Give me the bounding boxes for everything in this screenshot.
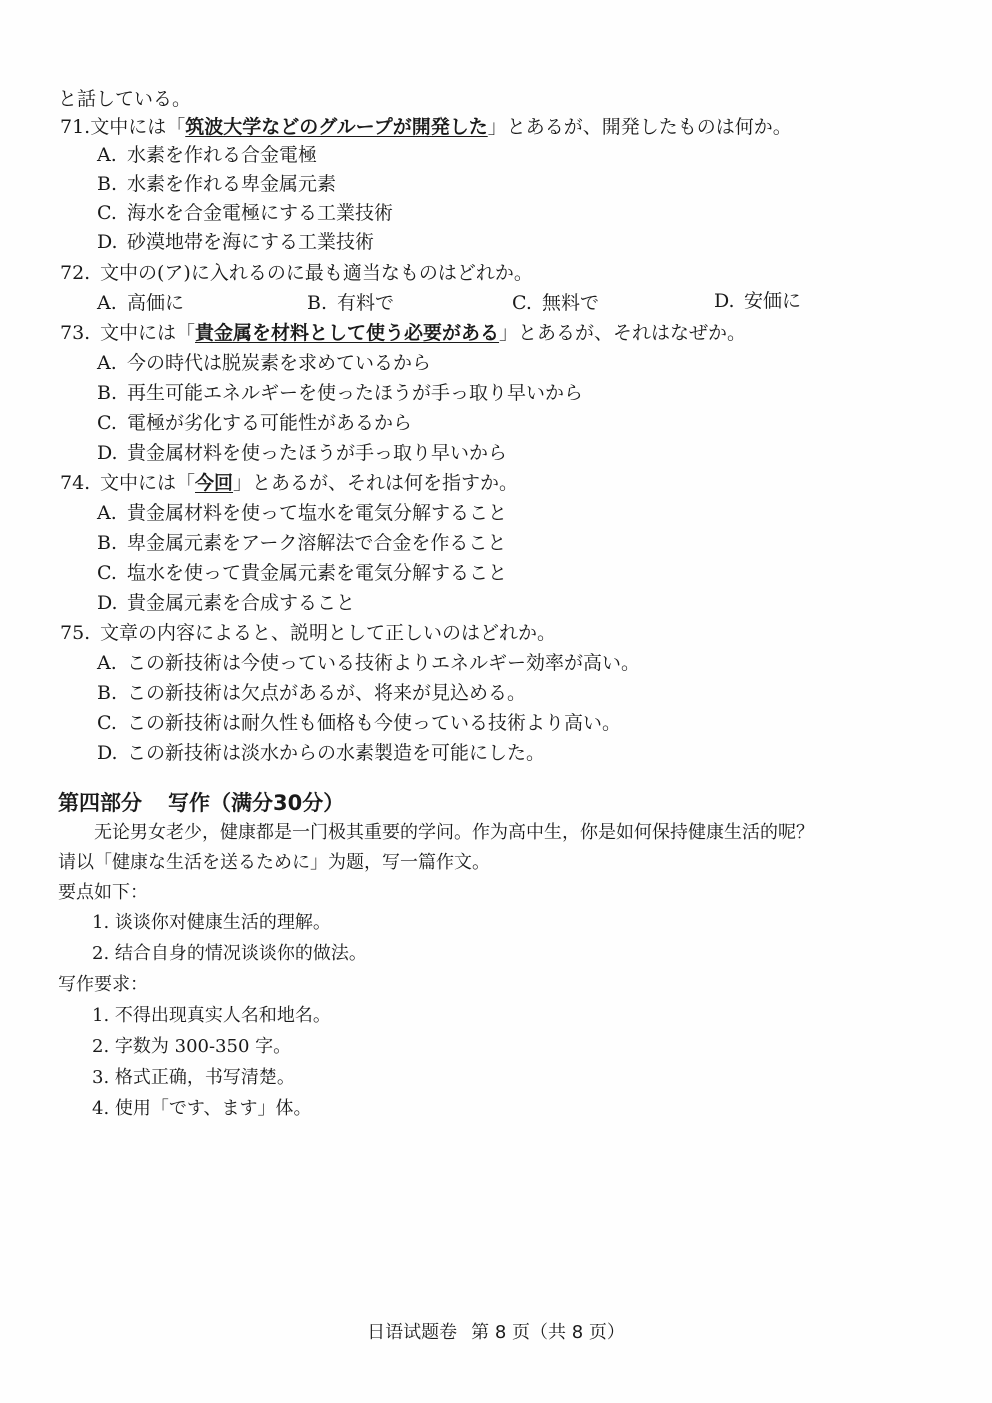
option-74-d: D. 貴金属元素を合成すること — [97, 592, 356, 614]
option-75-c: C. この新技術は耐久性も価格も今使っている技術より高い。 — [97, 712, 622, 734]
option-75-a: A. この新技術は今使っている技術よりエネルギー効率が高い。 — [97, 652, 641, 674]
requirement-item: 1. 不得出现真实人名和地名。 — [92, 1005, 331, 1026]
question-75-stem: 75. 文章の内容によると、説明として正しいのはどれか。 — [60, 622, 557, 644]
point-item: 1. 谈谈你对健康生活的理解。 — [92, 912, 331, 933]
option-75-d: D. この新技術は淡水からの水素製造を可能にした。 — [97, 742, 546, 764]
requirements-heading: 写作要求： — [58, 974, 148, 995]
question-number: 75. — [60, 622, 91, 644]
question-number: 73. — [60, 322, 91, 344]
points-heading: 要点如下： — [58, 882, 148, 903]
option-72-d: D. 安価に — [714, 290, 802, 312]
section-4-intro-line-2: 请以「健康な生活を送るために」为题，写一篇作文。 — [58, 852, 490, 873]
option-73-a: A. 今の時代は脱炭素を求めているから — [97, 352, 432, 374]
requirement-item: 2. 字数为 300-350 字。 — [92, 1036, 292, 1057]
footer-subject: 日语试题卷 — [367, 1322, 458, 1343]
question-number: 74. — [60, 472, 91, 494]
question-74-stem: 74. 文中には「今回」とあるが、それは何を指すか。 — [60, 472, 519, 494]
option-74-c: C. 塩水を使って貴金属元素を電気分解すること — [97, 562, 508, 584]
continuation-text: と話している。 — [58, 88, 192, 110]
option-71-d: D. 砂漠地帯を海にする工業技術 — [97, 231, 375, 253]
question-71-stem: 71.文中には「筑波大学などのグループが開発した」とあるが、開発したものは何か。 — [60, 116, 792, 138]
option-73-d: D. 貴金属材料を使ったほうが手っ取り早いから — [97, 442, 508, 464]
section-4-intro-line-1: 无论男女老少，健康都是一门极其重要的学问。作为高中生，你是如何保持健康生活的呢？ — [94, 822, 814, 843]
underlined-quote: 筑波大学などのグループが開発した — [185, 116, 488, 138]
point-item: 2. 结合自身的情况谈谈你的做法。 — [92, 943, 367, 964]
option-73-b: B. 再生可能エネルギーを使ったほうが手っ取り早いから — [97, 382, 584, 404]
question-73-stem: 73. 文中には「貴金属を材料として使う必要がある」とあるが、それはなぜか。 — [60, 322, 747, 344]
footer-total: （共 8 页） — [530, 1322, 625, 1343]
option-71-c: C. 海水を合金電極にする工業技術 — [97, 202, 394, 224]
option-71-b: B. 水素を作れる卑金属元素 — [97, 173, 337, 195]
footer-page: 第 8 页 — [471, 1322, 530, 1343]
question-72-stem: 72. 文中の(ア)に入れるのに最も適当なものはどれか。 — [60, 262, 533, 284]
option-72-c: C. 無料で — [512, 292, 600, 314]
question-number: 72. — [60, 262, 91, 284]
option-72-b: B. 有料で — [307, 292, 395, 314]
question-number: 71. — [60, 116, 91, 138]
option-74-b: B. 卑金属元素をアーク溶解法で合金を作ること — [97, 532, 507, 554]
underlined-quote: 貴金属を材料として使う必要がある — [195, 322, 500, 344]
requirement-item: 3. 格式正确，书写清楚。 — [92, 1067, 295, 1088]
requirement-item: 4. 使用「です、ます」体。 — [92, 1098, 312, 1119]
underlined-quote: 今回 — [195, 472, 234, 494]
page-footer — [0, 1318, 992, 1344]
option-75-b: B. この新技術は欠点があるが、将来が見込める。 — [97, 682, 527, 704]
option-74-a: A. 貴金属材料を使って塩水を電気分解すること — [97, 502, 508, 524]
section-4-title: 第四部分 写作（满分30分） — [58, 791, 345, 815]
option-72-a: A. 高価に — [97, 292, 185, 314]
option-73-c: C. 電極が劣化する可能性があるから — [97, 412, 413, 434]
option-71-a: A. 水素を作れる合金電極 — [97, 144, 318, 166]
